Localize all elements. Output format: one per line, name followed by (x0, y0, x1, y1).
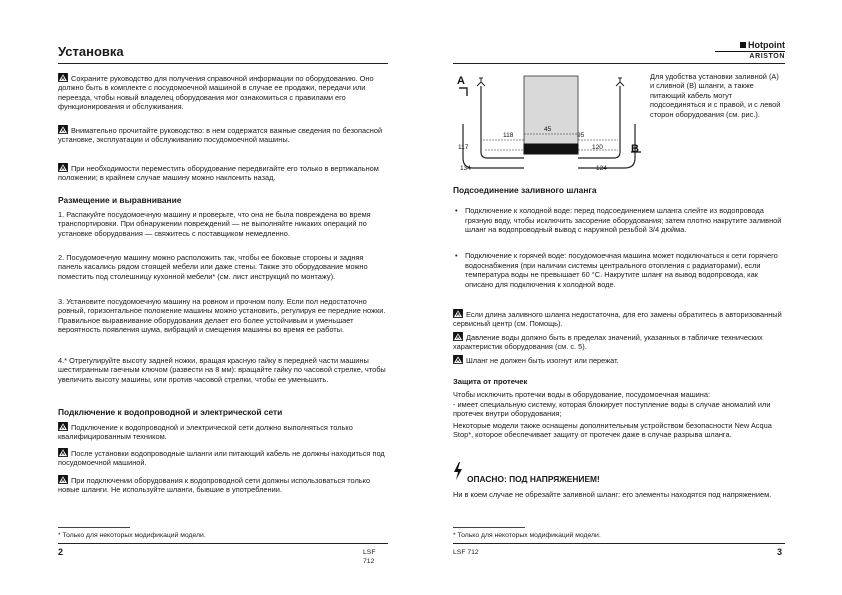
title-rule (453, 63, 785, 64)
warning-new-hoses: При подключении оборудования к водопроводной сети должны использоваться только новые шланги. Не используйте шланги, бывшие в употреблении. (58, 476, 371, 495)
label-a: A (457, 75, 465, 87)
warning-move-upright: При необходимости переместить оборудование передвигайте его только в вертикальном положении; в крайнем случае машину можно наклонить назад. (58, 164, 379, 183)
footer-rule (453, 543, 785, 544)
warning-keep-manual: Сохраните руководство для получения справочной информации по оборудованию. Оно должно быть в комплекте с посудомоечной машиной в случае ее продажи, передачи или переезда, чтобы новый владелец оборудования мог ознакомиться с правилами его функционирования и обслуживания. (58, 74, 374, 112)
dim-95: 95 (577, 132, 585, 139)
brand-name: Hotpoint (715, 40, 785, 50)
warning-hose-kink: Шланг не должен быть изогнут или пережат. (453, 355, 785, 365)
dim-117: 117 (458, 144, 469, 151)
lightning-bolt-icon (453, 462, 463, 480)
brand-subname: ARISTON (715, 51, 785, 60)
warning-hoses-under: После установки водопроводные шланги или питающий кабель не должны находиться под посудомоечной машиной. (58, 449, 385, 468)
model-label: LSF 712 (453, 549, 479, 556)
warning-icon (453, 355, 463, 364)
warning-icon (58, 73, 68, 82)
leak-system: - имеет специальную систему, которая блокирует поступление воды в случае аномалий или протечек внутри оборудования; (453, 400, 771, 419)
bullet-hot-water: • Подключение к горячей воде: посудомоечная машина может подключаться к сети горячего водоснабжения (при наличии системы центрального отопления с радиаторами), если температура воды не превышает 60 °С. Накрутите шланг на вывод водопровода, как описано для подключения к холодной воде. (465, 251, 785, 289)
warning-read-manual: Внимательно прочитайте руководство: в нем содержатся важные сведения по безопасной установке, эксплуатации и обслуживанию посудомоечной машины. (58, 126, 383, 145)
section-heading-leak-protection: Защита от протечек (453, 377, 528, 386)
warning-icon (453, 309, 463, 318)
dim-45: 45 (544, 126, 552, 133)
section-heading-placement: Размещение и выравнивание (58, 195, 182, 205)
label-b: B (631, 143, 639, 155)
dishwasher-base (524, 144, 578, 154)
title-rule (58, 63, 388, 64)
warning-icon (58, 422, 68, 431)
step-4: 4.* Отрегулируйте высоту задней ножки, вращая красную гайку в передней части машины шестигранным гаечным ключом (развести на 8 мм): вращайте гайку по часовой стрелке, чтобы увеличить высоту машины, или против часовой стрелки, чтобы ее уменьшить. (58, 356, 386, 384)
step-1: 1. Распакуйте посудомоечную машину и проверьте, что она не была повреждена во время транспортировки. При обнаружении повреждений — не выполняйте никаких операций по установке оборудования — свяжитесь с поставщиком немедленно. (58, 210, 371, 238)
danger-title: ОПАСНО: ПОД НАПРЯЖЕНИЕМ! (467, 474, 600, 484)
left-hose (481, 86, 524, 158)
leak-acqua-stop: Некоторые модели также оснащены дополнительным устройством безопасности New Acqua Stop*, которое обеспечивает защиту от протечек даже в случае разрыва шланга. (453, 421, 772, 440)
warning-hose-length: Если длина заливного шланга недостаточна, для его замены обратитесь в авторизованный сервисный центр (см. Помощь). (453, 310, 782, 329)
dim-124: 124 (596, 165, 607, 172)
section-heading-inlet-hose: Подсоединение заливного шланга (453, 185, 597, 195)
warning-icon (58, 448, 68, 457)
hose-diagram (453, 68, 643, 178)
page-number: 2 (58, 547, 64, 557)
left-drain (463, 124, 524, 168)
warning-qualified-tech: Подключение к водопроводной и электрической сети должно выполняться только квалифицированным техником. (58, 423, 353, 442)
warning-icon (58, 163, 68, 172)
left-tap-icon (477, 78, 485, 86)
warning-icon (453, 332, 463, 341)
diagram-caption: Для удобства установки заливной (А) и сливной (В) шланги, а также питающий кабель могут подсоединяться и с правой, и с левой сторон оборудования (см. рис.). (650, 72, 781, 119)
dim-120: 120 (592, 144, 603, 151)
bullet-cold-water: • Подключение к холодной воде: перед подсоединением шланга слейте из водопровода грязную воду, чтобы исключить засорение оборудования; затем плотно накрутите заливной шланг на водопроводный вывод с наружной резьбой 3/4 дюйма. (465, 206, 785, 234)
footnote: * Только для некоторых модификаций модели. (58, 532, 206, 539)
arrow-a (459, 88, 467, 96)
right-tap-icon (616, 78, 624, 86)
page-number: 3 (777, 547, 783, 557)
danger-text: Ни в коем случае не обрезайте заливной шланг: его элементы находятся под напряжением. (453, 490, 772, 499)
dim-118: 118 (503, 132, 514, 139)
warning-icon (58, 125, 68, 134)
model-label: LSF 712 (363, 549, 376, 566)
logo-square-icon (740, 42, 746, 48)
step-3: 3. Установите посудомоечную машину на ровном и прочном полу. Если пол недостаточно ровный, горизонтальное положение машины можно установить, регулируя ее передние ножки. Правильное выравнивание оборудования делает его более устойчивым и уменьшает вероятность появления шума, вибраций и смещения машины во время ее работы. (58, 297, 386, 335)
footnote: * Только для некоторых модификаций модели. (453, 532, 601, 539)
leak-intro: Чтобы исключить протечки воды в оборудование, посудомоечная машина: (453, 390, 711, 399)
footer-rule (58, 543, 388, 544)
warning-water-pressure: Давление воды должно быть в пределах значений, указанных в табличке технических характеристик оборудования (см. с. 5). (453, 333, 763, 352)
step-2: 2. Посудомоечную машину можно расположить так, чтобы ее боковые стороны и задняя панель касались рядом стоящей мебели или даже стены. Также это оборудование можно поместить под столешницу кухонной мебели* (см. лист инструкций по монтажу). (58, 253, 368, 281)
section-heading-connection: Подключение к водопроводной и электрической сети (58, 407, 283, 417)
brand-logo (715, 40, 785, 60)
footnote-rule (453, 527, 525, 528)
page-title: Установка (58, 44, 124, 59)
right-drain (578, 124, 635, 168)
footnote-rule (58, 527, 130, 528)
warning-icon (58, 475, 68, 484)
dim-134: 134 (460, 165, 471, 172)
